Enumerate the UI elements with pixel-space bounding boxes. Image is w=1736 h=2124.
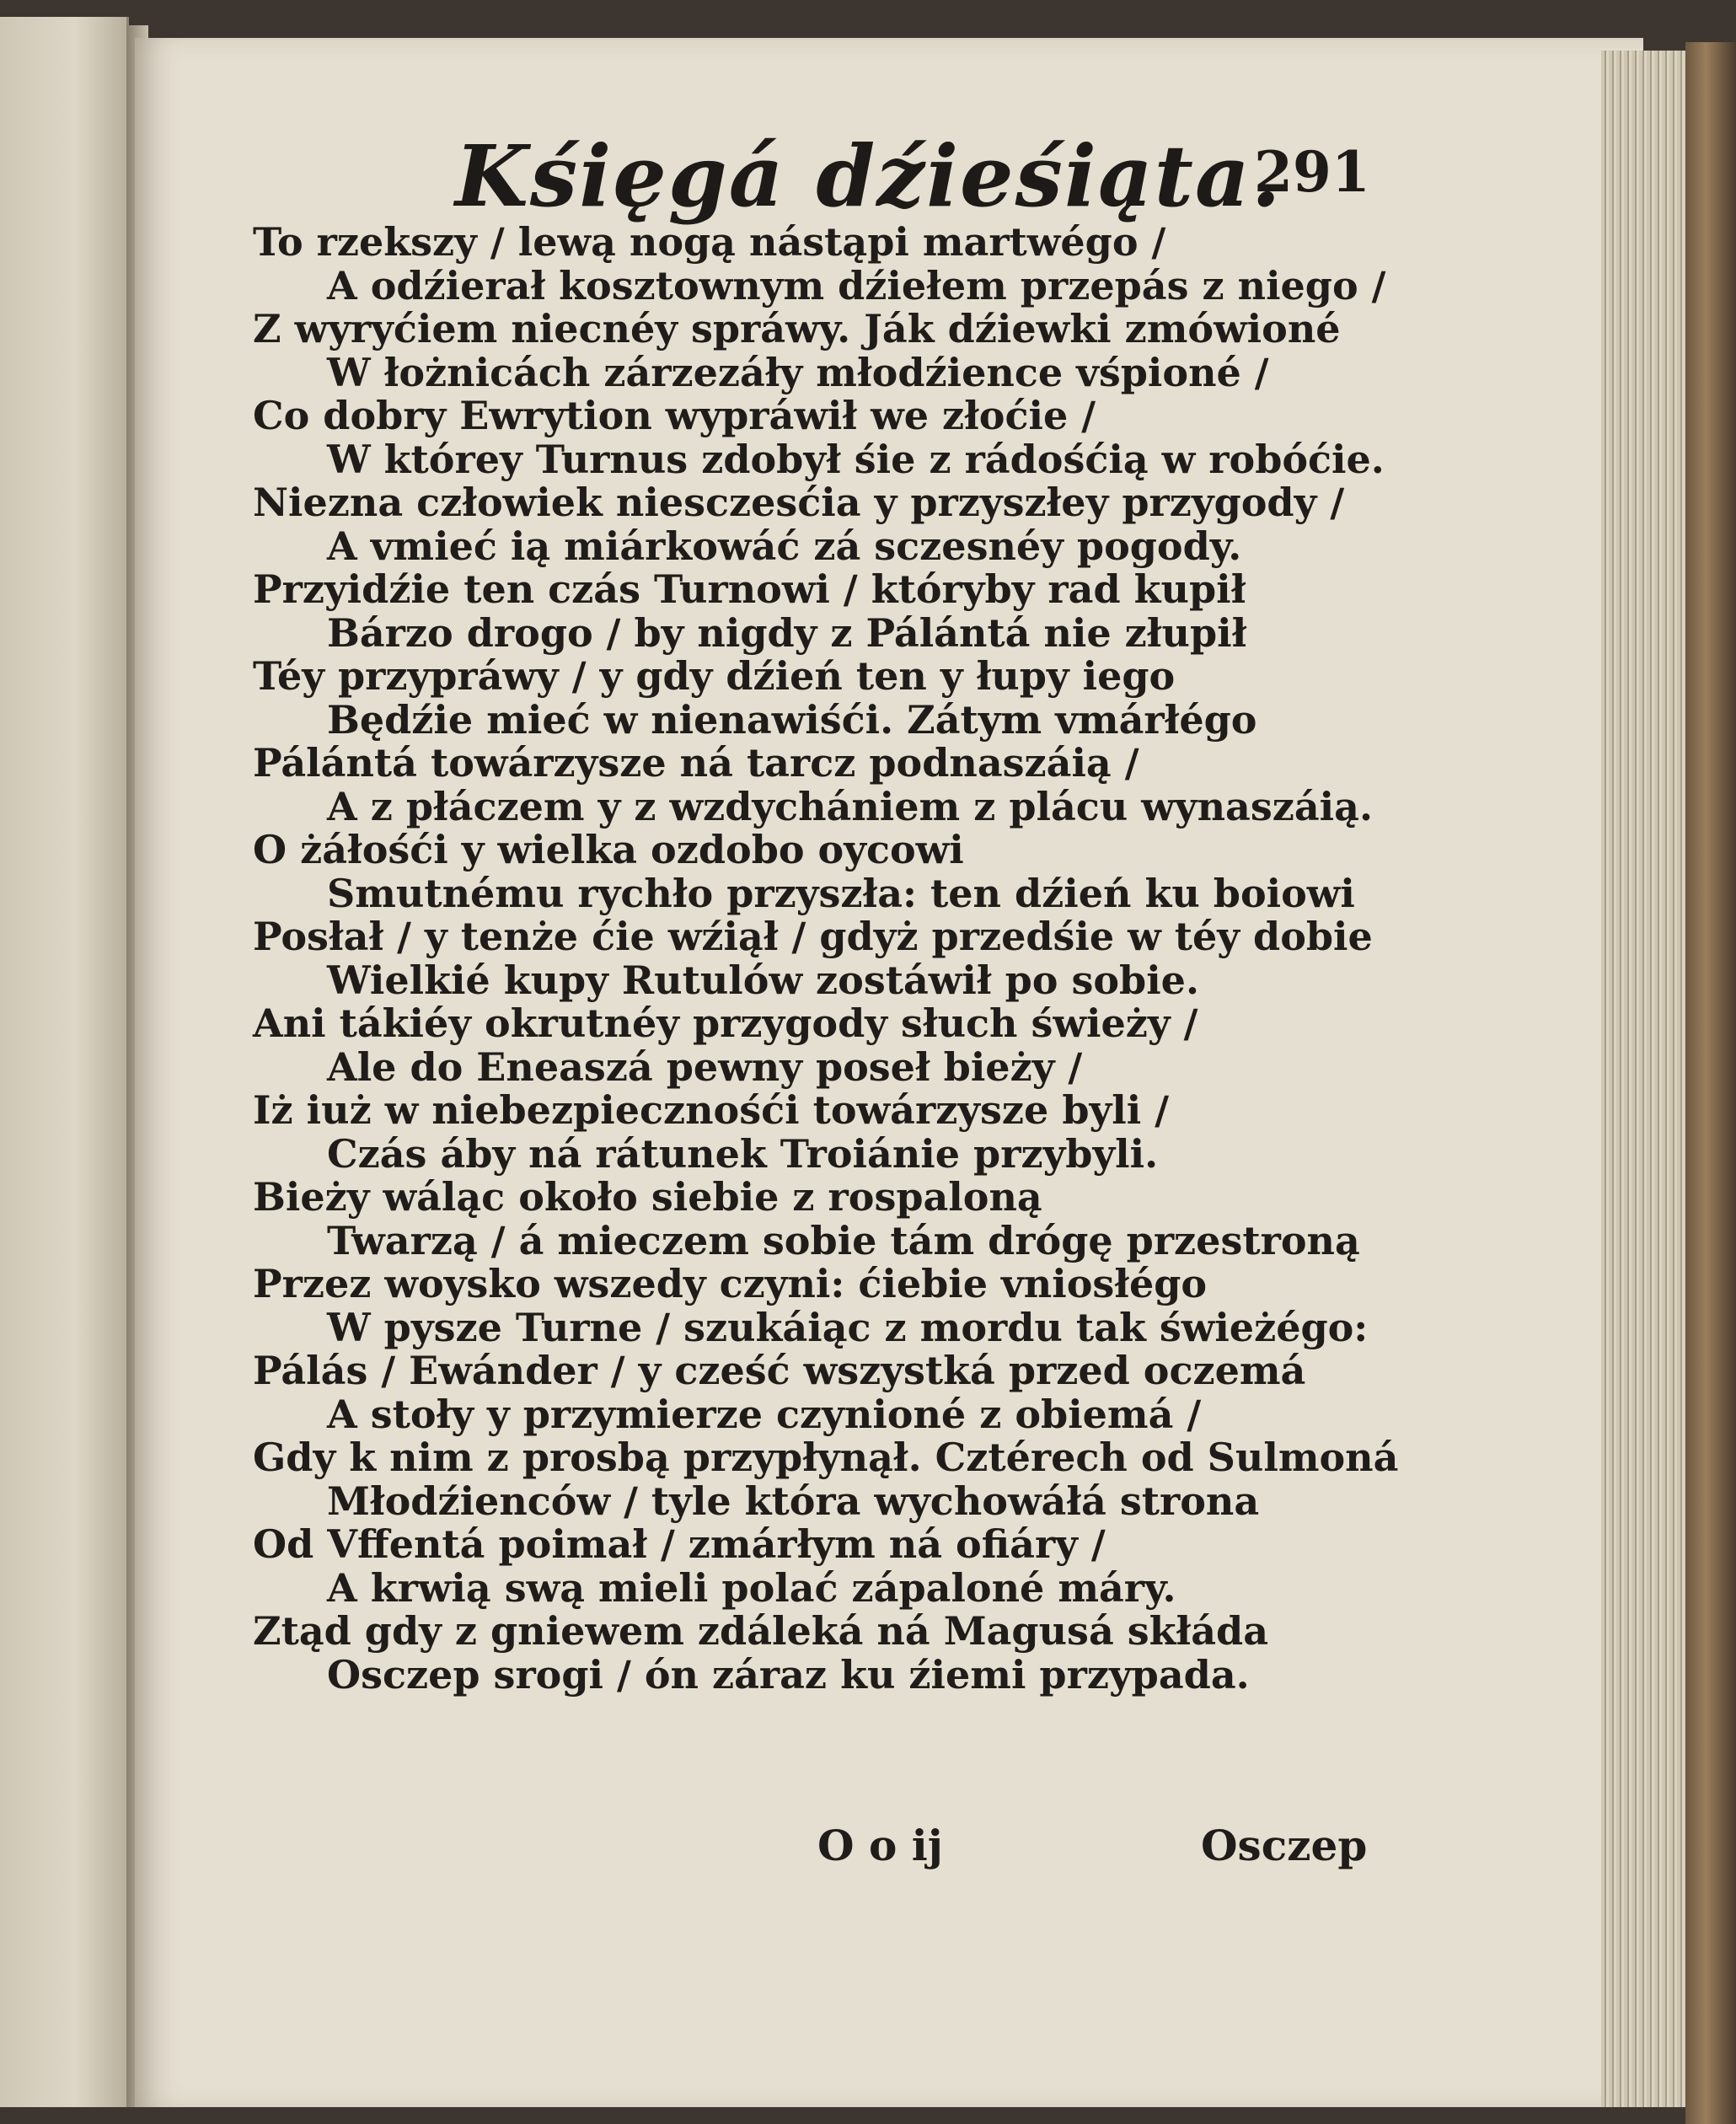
verse-line: Bieży wáląc około siebie z rospaloną <box>253 1174 1042 1220</box>
verse-line: Téy przypráwy / y gdy dźień ten y łupy iego <box>253 653 1176 699</box>
verse-line: Osczep srogi / ón záraz ku źiemi przypada. <box>327 1651 1250 1698</box>
verse-line: Gdy k nim z prosbą przypłynął. Cztérech od Sulmoná <box>253 1435 1399 1480</box>
verse-line: Posłał / y tenże ćie wźiął / gdyż przedśie w téy dobie <box>253 914 1373 959</box>
page-number: 291 <box>1254 139 1370 205</box>
verse-line: Niezna człowiek niesczesćia y przyszłey przygody / <box>253 480 1345 525</box>
verse-line: Z wyryćiem niecnéy spráwy. Ják dźiewki zmówioné <box>253 306 1341 351</box>
verse-line: Wielkié kupy Rutulów zostáwił po sobie. <box>327 957 1199 1003</box>
signature-mark: O o ij <box>817 1821 943 1870</box>
verse-line: A krwią swą mieli polać zápaloné máry. <box>327 1564 1176 1611</box>
verse-line: Bárzo drogo / by nigdy z Pálántá nie złupił <box>327 609 1247 656</box>
verse-line: Smutnému rychło przyszła: ten dźień ku boiowi <box>327 870 1355 916</box>
verse-block <box>253 221 1534 1697</box>
facing-left-page <box>0 17 129 2107</box>
book-binding-edge <box>1685 42 1736 2124</box>
verse-line: Przyidźie ten czás Turnowi / któryby rad kupił <box>253 566 1246 612</box>
verse-line: A stoły y przymierze czynioné z obiemá / <box>327 1391 1202 1437</box>
verse-line: Młodźienców / tyle która wychowáłá strona <box>327 1478 1260 1524</box>
verse-line: Pálántá towárzysze ná tarcz podnaszáią / <box>253 740 1139 786</box>
verse-line: A z płáczem y z wzdychániem z plácu wynaszáią. <box>327 783 1373 829</box>
verse-line: Twarzą / á mieczem sobie tám drógę przestroną <box>327 1217 1360 1263</box>
verse-line: W którey Turnus zdobył śie z rádośćią w robóćie. <box>327 436 1385 482</box>
verse-line: A vmieć ią miárkowáć zá sczesnéy pogody. <box>327 523 1242 569</box>
verse-line: Co dobry Ewrytion wypráwił we złoćie / <box>253 393 1096 438</box>
verse-line: Ztąd gdy z gniewem zdáleká ná Magusá skłáda <box>253 1608 1269 1654</box>
verse-line: Ale do Eneaszá pewny poseł bieży / <box>327 1043 1083 1090</box>
verse-line: A odźierał kosztownym dźiełem przepás z niego / <box>327 262 1386 308</box>
running-head: Kśięgá dźieśiąta. <box>455 126 1283 226</box>
verse-line: Pálás / Ewánder / y cześć wszystká przed oczemá <box>253 1348 1306 1393</box>
verse-line: Ani tákiéy okrutnéy przygody słuch świeży / <box>253 1000 1198 1046</box>
verse-line: Od Vffentá poimał / zmárłym ná ofiáry / <box>253 1521 1106 1567</box>
verse-line: O żáłośći y wielka ozdobo oycowi <box>253 827 964 872</box>
verse-line: Czás áby ná rátunek Troiánie przybyli. <box>327 1130 1159 1177</box>
verse-line: Będźie mieć w nienawiśći. Zátym vmárłégo <box>327 696 1257 743</box>
catchword: Osczep <box>1201 1821 1368 1870</box>
page-edges <box>1601 51 1685 2107</box>
verse-line: Przez woysko wszedy czyni: ćiebie vniosłégo <box>253 1261 1208 1306</box>
verse-line: W łożnicách zárzezáły młodźience vśpioné / <box>327 349 1269 395</box>
verse-line: W pysze Turne / szukáiąc z mordu tak świeżégo: <box>327 1304 1369 1350</box>
verse-line: Iż iuż w niebezpiecznośći towárzysze byli / <box>253 1087 1169 1133</box>
verse-line: To rzekszy / lewą nogą nástąpi martwégo / <box>253 219 1166 265</box>
